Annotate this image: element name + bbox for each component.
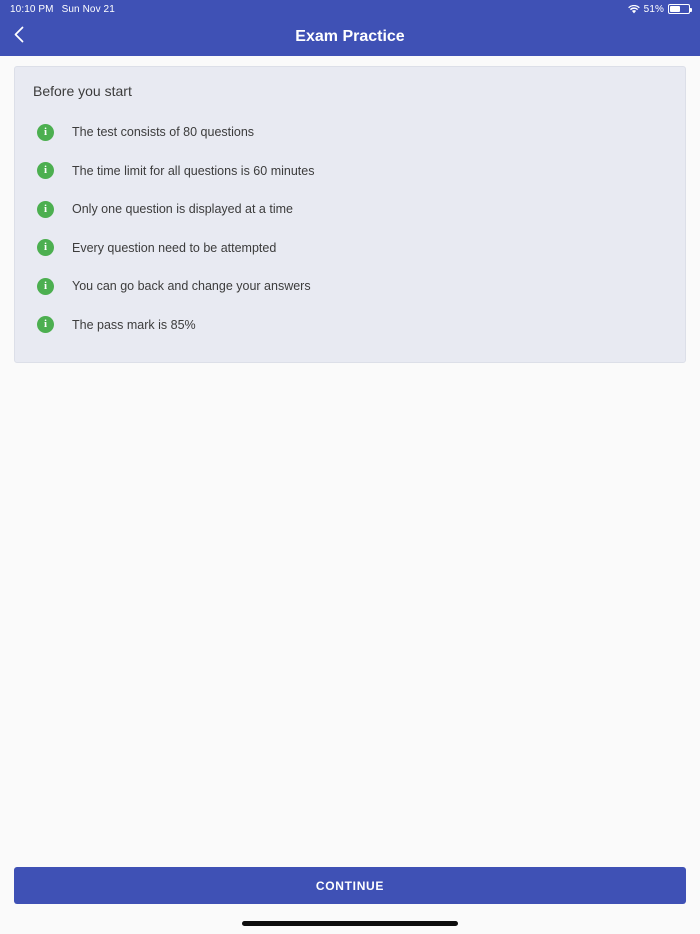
list-item: [27, 190, 673, 229]
info-icon: i: [37, 278, 54, 295]
status-time: 10:10 PM: [10, 3, 54, 15]
list-item: [27, 306, 673, 345]
status-bar-right: [628, 4, 690, 15]
main-content: [0, 56, 700, 867]
wifi-icon: [628, 5, 640, 14]
list-item-label: Only one question is displayed at a time: [72, 202, 293, 217]
list-item: [27, 113, 673, 152]
status-bar-left: [10, 4, 115, 15]
info-icon: i: [37, 316, 54, 333]
info-icon: i: [37, 124, 54, 141]
list-item-label: The test consists of 80 questions: [72, 125, 255, 140]
list-item-label: You can go back and change your answers: [72, 279, 311, 294]
list-item: [27, 267, 673, 306]
chevron-left-icon: [14, 26, 24, 48]
list-item-label: Every question need to be attempted: [72, 240, 277, 255]
status-bar: [0, 0, 700, 18]
battery-icon: [668, 4, 690, 14]
card-title: Before you start: [33, 83, 132, 99]
footer: [0, 867, 700, 912]
home-indicator[interactable]: [242, 921, 458, 926]
battery-percent: 51%: [643, 3, 664, 15]
app-bar: [0, 18, 700, 56]
info-icon: i: [37, 239, 54, 256]
info-icon: i: [37, 162, 54, 179]
continue-button[interactable]: CONTINUE: [14, 867, 686, 904]
status-date: Sun Nov 21: [61, 3, 115, 15]
page-title: Exam Practice: [295, 28, 405, 45]
list-item: [27, 229, 673, 268]
info-icon: i: [37, 201, 54, 218]
list-item: [27, 152, 673, 191]
list-item-label: The pass mark is 85%: [72, 317, 196, 332]
home-indicator-area: [0, 912, 700, 934]
before-you-start-card: [14, 66, 686, 363]
battery-fill: [670, 6, 680, 12]
info-list: [27, 113, 673, 344]
list-item-label: The time limit for all questions is 60 minutes: [72, 163, 315, 178]
back-button[interactable]: [0, 18, 38, 56]
